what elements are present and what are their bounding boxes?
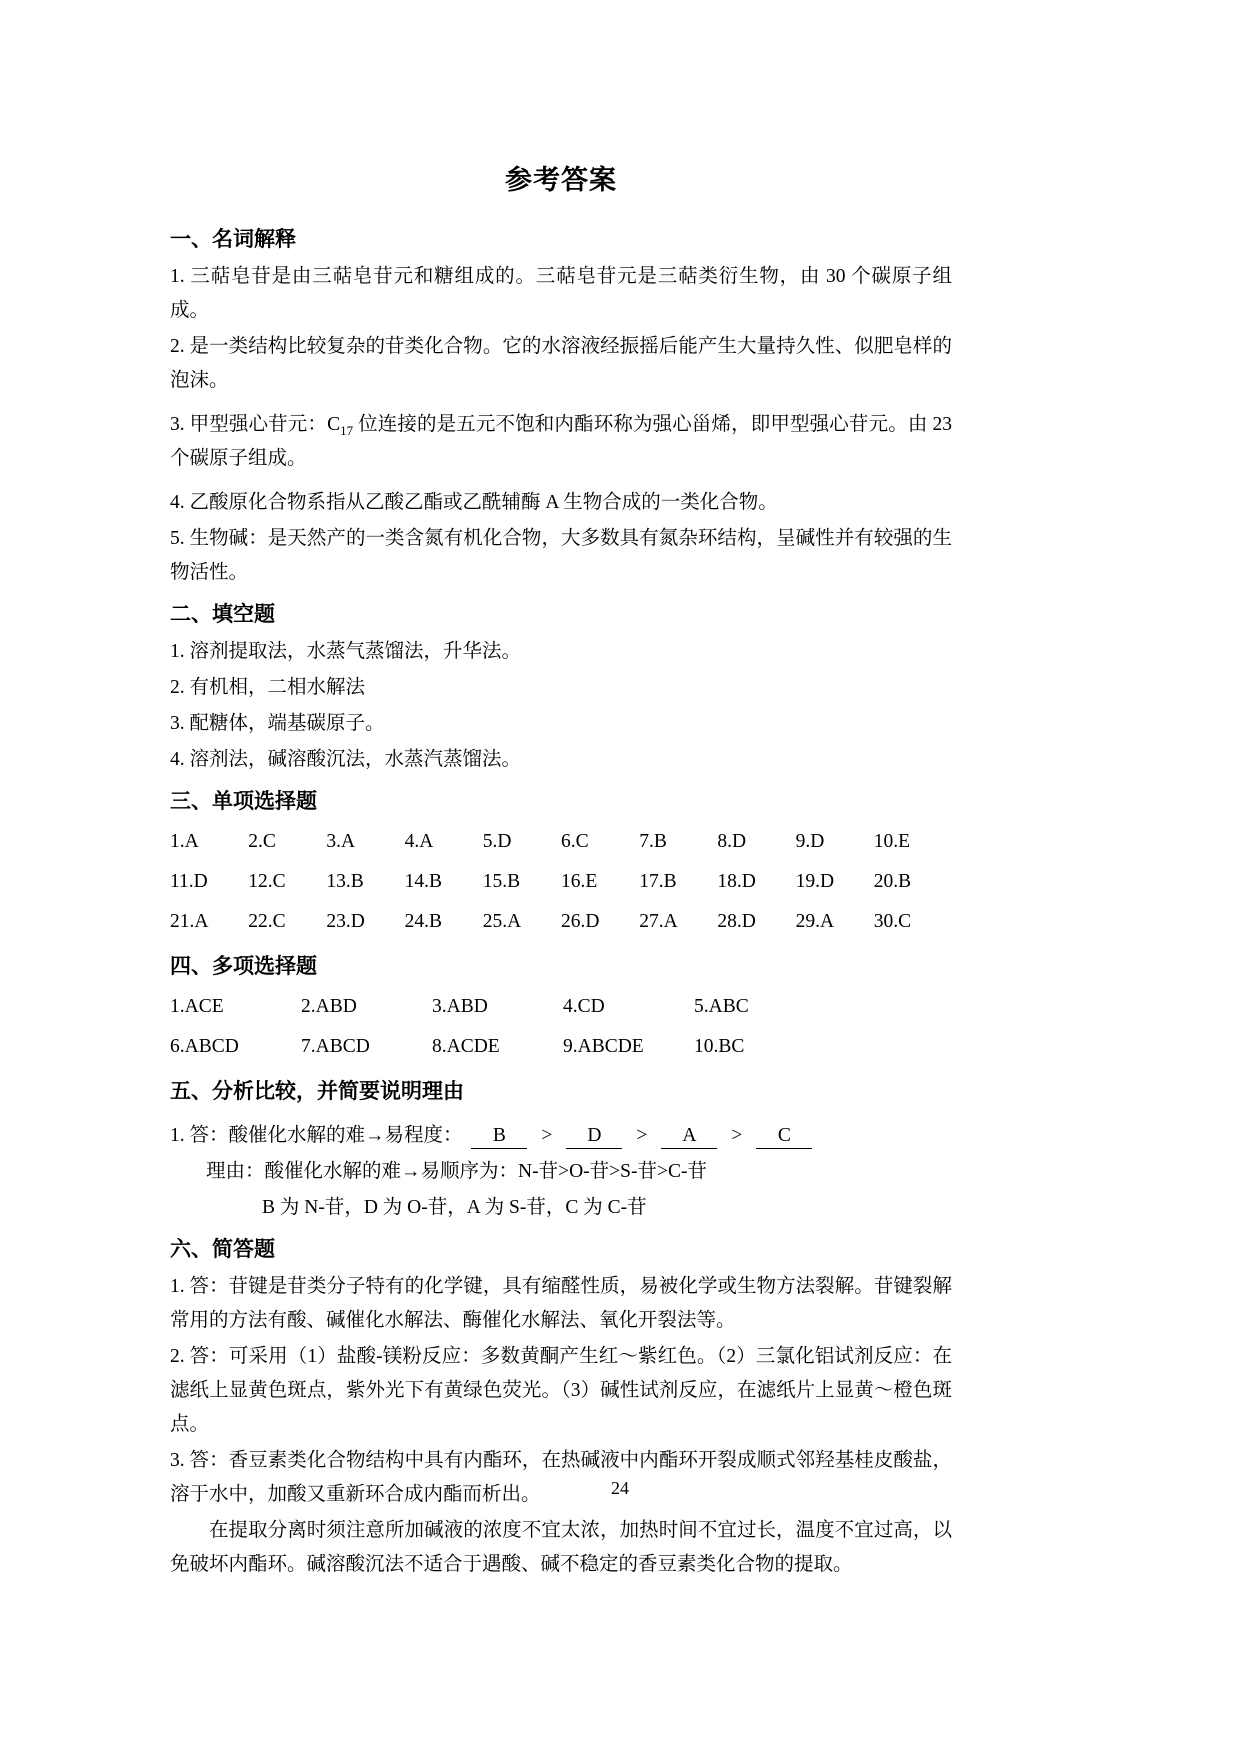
answer-cell: 30.C [873, 911, 912, 932]
definition-item-3 [170, 408, 952, 476]
answer-cell: 7.ABCD [301, 1036, 370, 1057]
section-heading-short-answer: 六、简答题 [170, 1238, 275, 1261]
greater-than-separator: > [636, 1125, 648, 1146]
answer-cell: 10.E [873, 831, 911, 852]
short-answer-item-2: 2. 答：可采用（1）盐酸-镁粉反应：多数黄酮产生红～紫红色。（2）三氯化铝试剂反应：在滤纸上显黄色斑点，紫外光下有黄绿色荧光。（3）碱性试剂反应，在滤纸片上显黄～橙色斑点。 [170, 1346, 952, 1435]
short-answer-item-3-continued: 在提取分离时须注意所加碱液的浓度不宜太浓，加热时间不宜过长，温度不宜过高，以免破坏内酯环。碱溶酸沉法不适合于遇酸、碱不稳定的香豆素类化合物的提取。 [170, 1520, 952, 1575]
answer-cell: 22.C [248, 911, 286, 932]
answer-cell: 3.A [326, 831, 356, 852]
carbon-subscript: 17 [340, 422, 354, 438]
answer-cell: 27.A [639, 911, 678, 932]
fill-blank-item-4: 4. 溶剂法，碱溶酸沉法，水蒸汽蒸馏法。 [170, 749, 522, 770]
page-title: 参考答案 [505, 165, 617, 195]
short-answer-item-1: 1. 答：苷键是苷类分子特有的化学键，具有缩醛性质，易被化学或生物方法裂解。苷键裂解常用的方法有酸、碱催化水解法、酶催化水解法、氧化开裂法等。 [170, 1276, 952, 1331]
answer-cell: 21.A [170, 911, 209, 932]
section-heading-multi-choice: 四、多项选择题 [170, 955, 317, 978]
definition-item-3-pre: 3. 甲型强心苷元：C [170, 414, 341, 435]
answer-cell: 13.B [326, 871, 364, 892]
section-heading-compare: 五、分析比较，并简要说明理由 [170, 1080, 464, 1103]
answer-cell: 3.ABD [432, 996, 488, 1017]
compare-answer-line [170, 1119, 952, 1153]
answer-cell: 6.ABCD [170, 1036, 239, 1057]
section-heading-single-choice: 三、单项选择题 [170, 790, 317, 813]
answer-cell: 5.D [482, 831, 512, 852]
short-answer-item-3: 3. 答：香豆素类化合物结构中具有内酯环，在热碱液中内酯环开裂成顺式邻羟基桂皮酸盐，溶于水中，加酸又重新环合成内酯而析出。 [170, 1450, 952, 1505]
compare-answer-prefix: 1. 答：酸催化水解的难→易程度： [170, 1125, 463, 1146]
answer-cell: 1.A [170, 831, 199, 852]
answer-cell: 15.B [482, 871, 521, 892]
section-heading-definitions: 一、名词解释 [170, 228, 296, 251]
answer-cell: 7.B [639, 831, 667, 852]
blank-underline: C [756, 1123, 812, 1149]
answer-cell: 29.A [795, 911, 835, 932]
answer-cell: 9.ABCDE [563, 1036, 644, 1057]
definition-item-4: 4. 乙酸原化合物系指从乙酸乙酯或乙酰辅酶 A 生物合成的一类化合物。 [170, 492, 778, 513]
answer-cell: 20.B [873, 871, 912, 892]
answer-cell: 12.C [248, 871, 286, 892]
answer-cell: 4.CD [563, 996, 605, 1017]
answer-cell: 6.C [560, 831, 589, 852]
section-heading-fill-blank: 二、填空题 [170, 603, 275, 626]
page-number: 24 [611, 1478, 629, 1498]
answer-cell: 25.A [482, 911, 522, 932]
answer-cell: 23.D [326, 911, 365, 932]
blank-underline: B [471, 1123, 527, 1149]
answer-cell: 4.A [404, 831, 434, 852]
answer-cell: 5.ABC [694, 996, 749, 1017]
answer-cell: 18.D [717, 871, 756, 892]
greater-than-separator: > [731, 1125, 743, 1146]
compare-reason-line-2: B 为 N-苷，D 为 O-苷，A 为 S-苷，C 为 C-苷 [262, 1197, 647, 1218]
answer-cell: 16.E [560, 871, 598, 892]
answer-cell: 1.ACE [170, 996, 224, 1017]
answer-cell: 2.ABD [301, 996, 357, 1017]
definition-item-1: 1. 三萜皂苷是由三萜皂苷元和糖组成的。三萜皂苷元是三萜类衍生物，由 30 个碳原子组成。 [170, 266, 952, 321]
compare-reason-line-1: 理由：酸催化水解的难→易顺序为：N-苷>O-苷>S-苷>C-苷 [206, 1161, 707, 1182]
multi-choice-answers [170, 987, 952, 1067]
answer-cell: 10.BC [694, 1036, 745, 1057]
answer-cell: 24.B [404, 911, 442, 932]
blank-underline: A [661, 1123, 717, 1149]
answer-cell: 2.C [248, 831, 276, 852]
answer-cell: 19.D [795, 871, 835, 892]
answer-cell: 14.B [404, 871, 442, 892]
answer-cell: 9.D [795, 831, 825, 852]
answer-cell: 8.D [717, 831, 747, 852]
answer-cell: 8.ACDE [432, 1036, 500, 1057]
definition-item-5: 5. 生物碱：是天然产的一类含氮有机化合物，大多数具有氮杂环结构，呈碱性并有较强的生物活性。 [170, 528, 952, 583]
answer-cell: 28.D [717, 911, 756, 932]
fill-blank-item-3: 3. 配糖体，端基碳原子。 [170, 713, 385, 734]
fill-blank-item-1: 1. 溶剂提取法，水蒸气蒸馏法，升华法。 [170, 641, 522, 662]
blank-underline: D [566, 1123, 622, 1149]
greater-than-separator: > [541, 1125, 553, 1146]
answer-cell: 26.D [560, 911, 600, 932]
fill-blank-item-2: 2. 有机相，二相水解法 [170, 677, 366, 698]
answer-cell: 11.D [170, 871, 208, 892]
single-choice-answers [170, 822, 952, 942]
answer-cell: 17.B [639, 871, 677, 892]
definition-item-2: 2. 是一类结构比较复杂的苷类化合物。它的水溶液经振摇后能产生大量持久性、似肥皂样的泡沫。 [170, 336, 952, 391]
definition-item-3-post: 位连接的是五元不饱和内酯环称为强心甾烯，即甲型强心苷元。由 23 个碳原子组成。 [170, 414, 952, 469]
